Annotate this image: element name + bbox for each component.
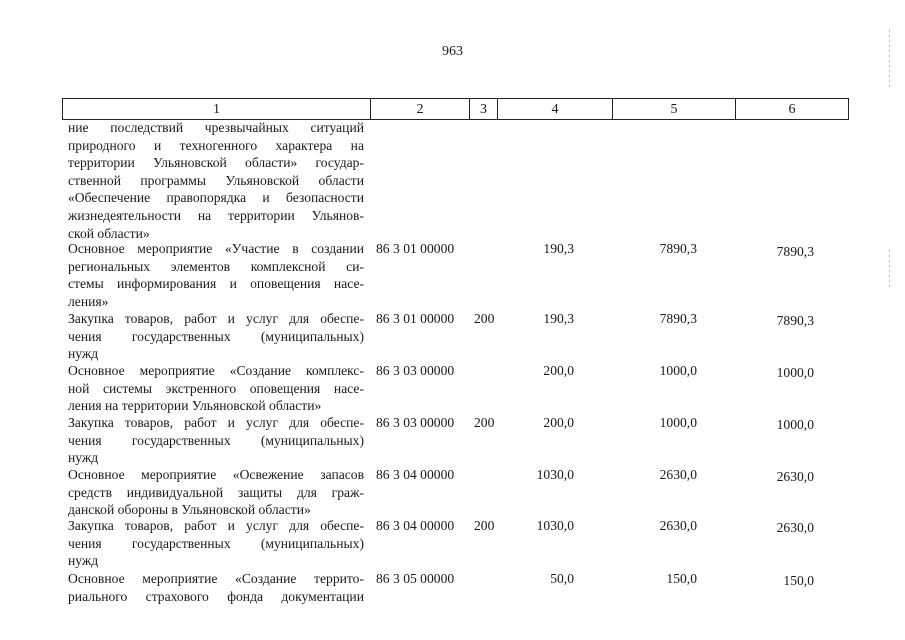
row-value-6: 7890,3 — [776, 313, 814, 328]
row-code: 86 3 03 00000 — [376, 415, 455, 430]
column-header-4: 4 — [498, 98, 613, 120]
row-value-5: 2630,0 — [659, 467, 697, 482]
description-line: данской обороны в Ульяновской области» — [68, 502, 311, 518]
row-value-6: 1000,0 — [776, 365, 814, 380]
description-line: ной системы экстренного оповещения насе- — [68, 380, 364, 396]
page-number: 963 — [442, 44, 463, 59]
description-line: территории Ульяновской области» государ- — [68, 155, 364, 171]
description-line: чения государственных (муниципальных) — [68, 432, 364, 448]
row-description — [68, 570, 364, 605]
column-header-3: 3 — [470, 98, 498, 120]
row-description — [68, 466, 364, 519]
row-value-5: 2630,0 — [659, 518, 697, 533]
column-header-1: 1 — [62, 98, 371, 120]
row-value-6: 7890,3 — [776, 244, 814, 259]
row-value-4: 190,3 — [543, 241, 574, 256]
description-line: Закупка товаров, работ и услуг для обеспе- — [68, 518, 364, 533]
description-line: нужд — [68, 346, 99, 362]
row-value-6: 150,0 — [783, 573, 814, 588]
column-header-2: 2 — [371, 98, 470, 120]
description-line: природного и техногенного характера на — [68, 137, 364, 153]
column-header-5: 5 — [613, 98, 736, 120]
description-line: ления» — [68, 293, 109, 309]
row-description — [68, 414, 364, 467]
row-type: 200 — [474, 311, 495, 326]
row-code: 86 3 04 00000 — [376, 467, 455, 482]
row-code: 86 3 01 00000 — [376, 241, 455, 256]
row-value-4: 1030,0 — [536, 467, 574, 482]
description-line: чения государственных (муниципальных) — [68, 535, 364, 551]
row-value-5: 7890,3 — [659, 311, 697, 326]
row-code: 86 3 05 00000 — [376, 571, 455, 586]
row-value-5: 1000,0 — [659, 415, 697, 430]
row-code: 86 3 04 00000 — [376, 518, 455, 533]
scan-edge-mark — [889, 250, 890, 290]
row-type: 200 — [474, 518, 495, 533]
scan-edge-mark — [889, 30, 890, 90]
row-code: 86 3 03 00000 — [376, 363, 455, 378]
row-value-4: 200,0 — [543, 415, 574, 430]
row-description — [68, 517, 364, 570]
description-line: ние последствий чрезвычайных ситуаций — [68, 120, 364, 135]
description-line: риального страхового фонда документации — [68, 588, 364, 604]
row-value-4: 200,0 — [543, 363, 574, 378]
description-line: жизнедеятельности на территории Ульянов- — [68, 207, 364, 223]
description-line: Основное мероприятие «Создание террито- — [68, 571, 364, 586]
row-value-6: 2630,0 — [776, 469, 814, 484]
description-line: Основное мероприятие «Участие в создании — [68, 241, 364, 256]
row-value-6: 2630,0 — [776, 520, 814, 535]
row-value-5: 1000,0 — [659, 363, 697, 378]
row-value-4: 190,3 — [543, 311, 574, 326]
description-line: стемы информирования и оповещения насе- — [68, 276, 364, 292]
description-line: чения государственных (муниципальных) — [68, 328, 364, 344]
row-type: 200 — [474, 415, 495, 430]
description-line: «Обеспечение правопорядка и безопасности — [68, 190, 364, 206]
row-value-4: 50,0 — [550, 571, 574, 586]
description-line: Закупка товаров, работ и услуг для обеспе- — [68, 311, 364, 326]
row-value-5: 150,0 — [666, 571, 697, 586]
description-line: региональных элементов комплексной си- — [68, 258, 364, 274]
row-value-5: 7890,3 — [659, 241, 697, 256]
description-line: Основное мероприятие «Освежение запасов — [68, 467, 364, 482]
row-value-6: 1000,0 — [776, 417, 814, 432]
row-description — [68, 119, 364, 242]
description-line: средств индивидуальной защиты для граж- — [68, 484, 364, 500]
description-line: Основное мероприятие «Создание комплекс- — [68, 363, 364, 378]
row-description — [68, 310, 364, 363]
description-line: нужд — [68, 553, 99, 569]
row-description — [68, 362, 364, 415]
row-value-4: 1030,0 — [536, 518, 574, 533]
row-code: 86 3 01 00000 — [376, 311, 455, 326]
description-line: ления на территории Ульяновской области» — [68, 398, 322, 414]
row-description — [68, 240, 364, 310]
description-line: ственной программы Ульяновской области — [68, 172, 364, 188]
column-header-6: 6 — [736, 98, 849, 120]
description-line: нужд — [68, 450, 99, 466]
description-line: ской области» — [68, 225, 150, 241]
description-line: Закупка товаров, работ и услуг для обеспе- — [68, 415, 364, 430]
